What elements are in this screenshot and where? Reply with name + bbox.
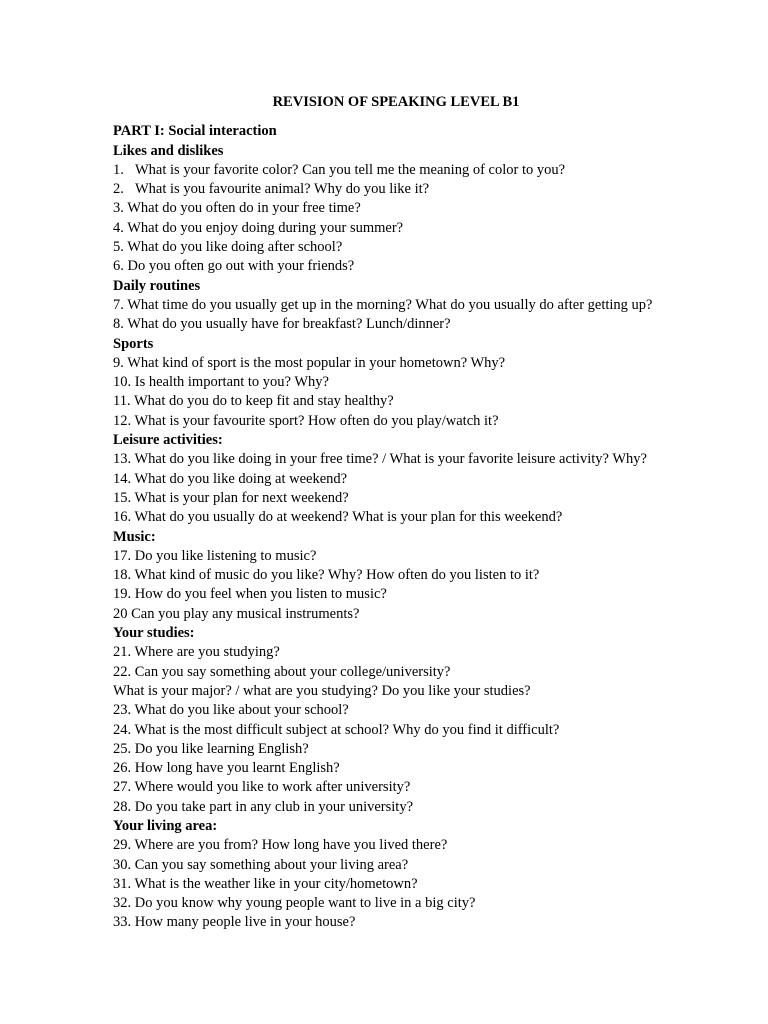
section-heading: Leisure activities: (113, 432, 223, 449)
question-item: 27. Where would you like to work after university? (113, 779, 411, 796)
question-item: 16. What do you usually do at weekend? What is your plan for this weekend? (113, 509, 563, 526)
question-item: What is your major? / what are you studying? Do you like your studies? (113, 682, 531, 699)
question-item: 30. Can you say something about your living area? (113, 856, 409, 873)
question-item: 26. How long have you learnt English? (113, 760, 340, 777)
section-heading: Sports (113, 335, 154, 352)
document-title: REVISION OF SPEAKING LEVEL B1 (272, 94, 520, 110)
question-item: 23. What do you like about your school? (113, 702, 349, 719)
question-item: 6. Do you often go out with your friends? (113, 258, 355, 275)
section-heading: Music: (113, 528, 156, 545)
question-item: 3. What do you often do in your free time? (113, 200, 361, 217)
question-item: 25. Do you like learning English? (113, 740, 309, 757)
question-item (113, 161, 713, 180)
question-item (113, 180, 713, 199)
section-heading: Likes and dislikes (113, 142, 224, 159)
question-item: 13. What do you like doing in your free time? / What is your favorite leisure activity? Why? (113, 451, 647, 468)
section-heading: Daily routines (113, 277, 201, 294)
question-item: 12. What is your favourite sport? How often do you play/watch it? (113, 412, 499, 429)
question-item: 29. Where are you from? How long have you lived there? (113, 837, 448, 854)
question-text: What is you favourite animal? Why do you like it? (135, 181, 430, 198)
question-item: 9. What kind of sport is the most popular in your hometown? Why? (113, 354, 506, 371)
question-item: 31. What is the weather like in your city/hometown? (113, 875, 418, 892)
question-item: 8. What do you usually have for breakfast? Lunch/dinner? (113, 316, 451, 333)
section-heading: Your studies: (113, 625, 195, 642)
question-item: 14. What do you like doing at weekend? (113, 470, 348, 487)
question-item: 20 Can you play any musical instruments? (113, 605, 360, 622)
section-heading: PART I: Social interaction (113, 123, 277, 140)
question-item: 28. Do you take part in any club in your university? (113, 798, 414, 815)
question-item: 10. Is health important to you? Why? (113, 374, 329, 391)
question-item: 17. Do you like listening to music? (113, 547, 317, 564)
question-text: What is your favorite color? Can you tell me the meaning of color to you? (135, 161, 566, 178)
question-item: 15. What is your plan for next weekend? (113, 489, 349, 506)
question-item: 7. What time do you usually get up in the morning? What do you usually do after getting up? (113, 296, 653, 313)
question-number: 2. (113, 181, 124, 198)
question-item: 4. What do you enjoy doing during your summer? (113, 219, 404, 236)
question-item: 32. Do you know why young people want to live in a big city? (113, 895, 476, 912)
question-item: 18. What kind of music do you like? Why? How often do you listen to it? (113, 567, 540, 584)
question-number: 1. (113, 161, 124, 178)
question-item: 22. Can you say something about your college/university? (113, 663, 451, 680)
question-item: 11. What do you do to keep fit and stay healthy? (113, 393, 394, 410)
question-item: 5. What do you like doing after school? (113, 239, 343, 256)
question-item: 24. What is the most difficult subject at school? Why do you find it difficult? (113, 721, 560, 738)
question-item: 33. How many people live in your house? (113, 914, 356, 931)
section-heading: Your living area: (113, 817, 218, 834)
document-page (113, 93, 713, 933)
question-item: 19. How do you feel when you listen to music? (113, 586, 387, 603)
document-body (113, 122, 713, 932)
question-item: 21. Where are you studying? (113, 644, 280, 661)
